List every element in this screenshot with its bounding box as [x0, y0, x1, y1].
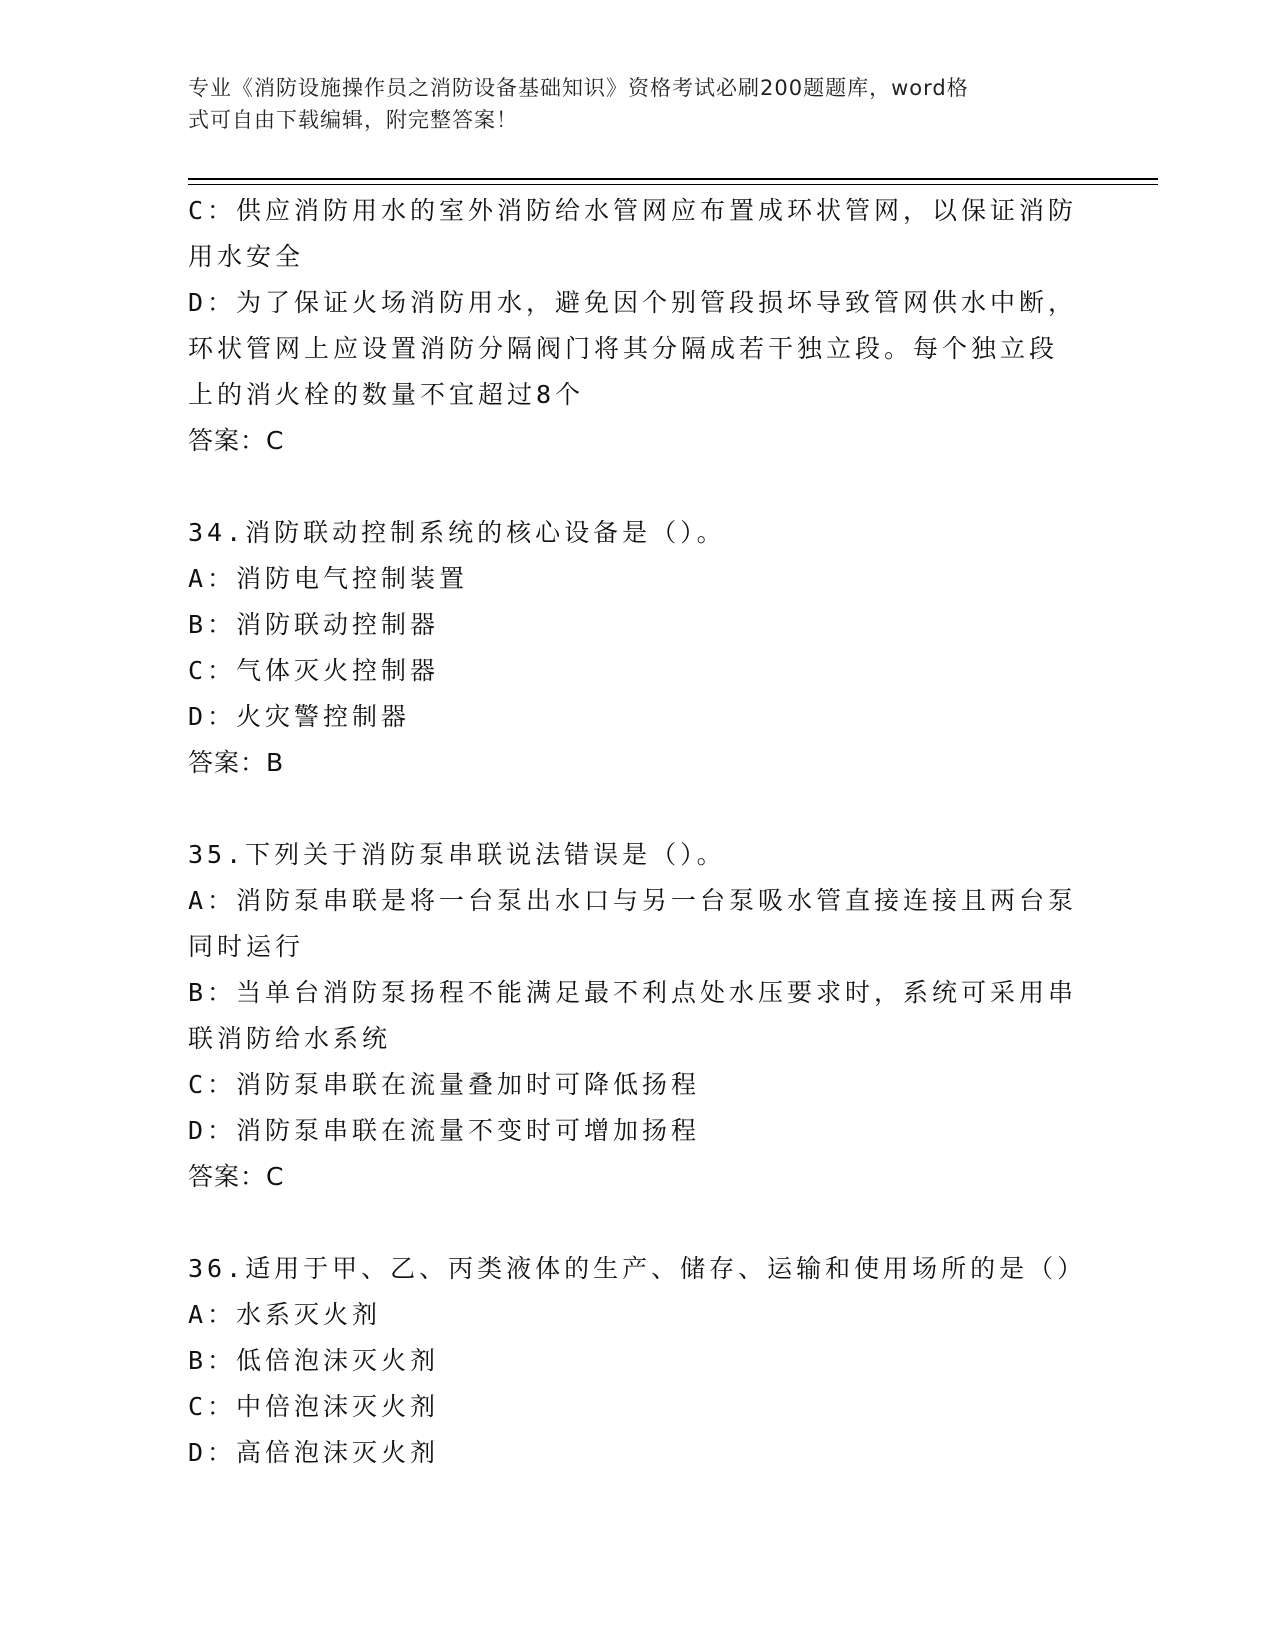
option-c-continued: 用水安全 — [188, 242, 305, 271]
option-b-continued: 联消防给水系统 — [188, 1024, 392, 1053]
question-stem: 34.消防联动控制系统的核心设备是（）。 — [188, 518, 726, 547]
option-d: D：火灾警控制器 — [188, 702, 411, 731]
question-stem: 35.下列关于消防泵串联说法错误是（）。 — [188, 840, 726, 869]
option-c: C：中倍泡沫灭火剂 — [188, 1392, 440, 1421]
option-a-continued: 同时运行 — [188, 932, 305, 961]
spacer — [188, 1200, 1088, 1246]
header-divider-thick — [188, 178, 1158, 180]
question-36 — [188, 1246, 1088, 1476]
option-c: C：气体灭火控制器 — [188, 656, 440, 685]
option-a: A：消防泵串联是将一台泵出水口与另一台泵吸水管直接连接且两台泵 — [188, 886, 1078, 915]
question-33-continued — [188, 188, 1088, 464]
option-c: C：供应消防用水的室外消防给水管网应布置成环状管网，以保证消防 — [188, 196, 1078, 225]
option-d: D：消防泵串联在流量不变时可增加扬程 — [188, 1116, 701, 1145]
question-34 — [188, 510, 1088, 786]
question-35 — [188, 832, 1088, 1200]
option-d: D：为了保证火场消防用水，避免因个别管段损坏导致管网供水中断， — [188, 288, 1078, 317]
answer: 答案：C — [188, 1162, 285, 1191]
option-c: C：消防泵串联在流量叠加时可降低扬程 — [188, 1070, 701, 1099]
answer: 答案：C — [188, 426, 285, 455]
header-line-1: 专业《消防设施操作员之消防设备基础知识》资格考试必刷200题题库，word格 — [188, 76, 969, 100]
header-line-2: 式可自由下载编辑，附完整答案！ — [188, 108, 518, 132]
option-d-continued: 上的消火栓的数量不宜超过8个 — [188, 380, 585, 409]
option-b: B：消防联动控制器 — [188, 610, 440, 639]
spacer — [188, 786, 1088, 832]
option-a: A：消防电气控制装置 — [188, 564, 469, 593]
header-divider-thin — [188, 184, 1158, 185]
option-b: B：当单台消防泵扬程不能满足最不利点处水压要求时，系统可采用串 — [188, 978, 1078, 1007]
question-list — [188, 188, 1088, 1476]
spacer — [188, 464, 1088, 510]
option-d: D：高倍泡沫灭火剂 — [188, 1438, 440, 1467]
option-d-continued: 环状管网上应设置消防分隔阀门将其分隔成若干独立段。每个独立段 — [188, 334, 1059, 363]
answer: 答案：B — [188, 748, 285, 777]
question-stem: 36.适用于甲、乙、丙类液体的生产、储存、运输和使用场所的是（） — [188, 1254, 1087, 1283]
option-b: B：低倍泡沫灭火剂 — [188, 1346, 440, 1375]
option-a: A：水系灭火剂 — [188, 1300, 382, 1329]
document-header — [188, 72, 1068, 136]
